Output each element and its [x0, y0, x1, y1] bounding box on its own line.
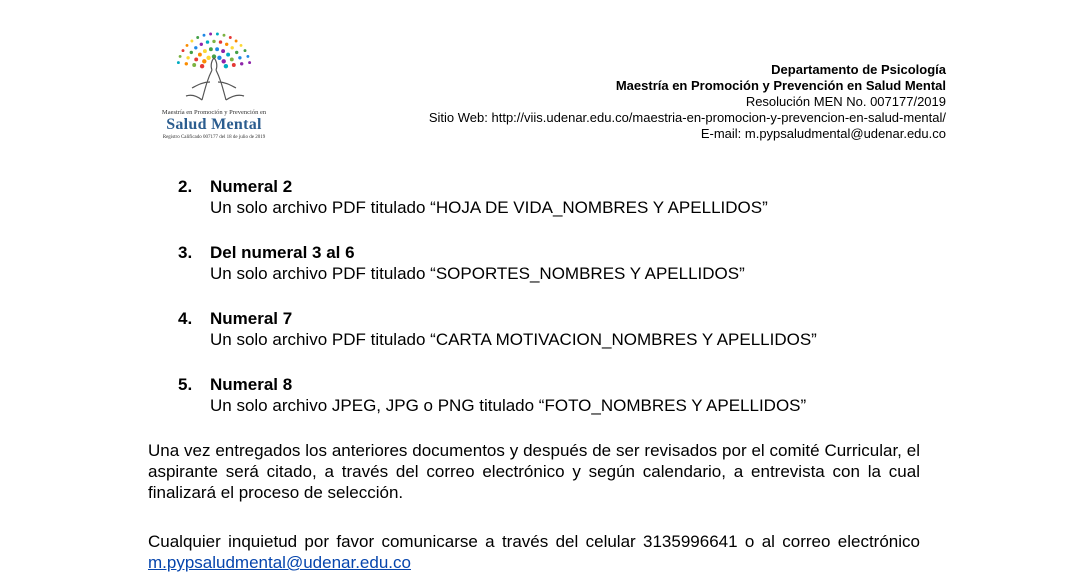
logo-dot	[216, 33, 219, 36]
email-text: E-mail: m.pypsaludmental@udenar.edu.co	[700, 126, 946, 141]
resolution-text: Resolución MEN No. 007177/2019	[745, 94, 946, 109]
selection-process-paragraph: Una vez entregados los anteriores documentos y después de ser revisados por el comité Curricular, el aspirante será citado, a través del correo electrónico y según calendario, a entrevista con la cual finalizará el proceso de selección.	[148, 441, 920, 502]
logo-dot	[202, 59, 206, 63]
logo-dot	[185, 62, 188, 65]
logo-dot	[203, 49, 207, 53]
logo-dot	[223, 34, 226, 37]
item-description: Un solo archivo JPEG, JPG o PNG titulado “FOTO_NOMBRES Y APELLIDOS”	[210, 396, 807, 415]
item-description: Un solo archivo PDF titulado “HOJA DE VIDA_NOMBRES Y APELLIDOS”	[210, 198, 768, 217]
logo-dot	[224, 64, 228, 68]
logo-dot	[206, 40, 209, 43]
logo-dot	[240, 44, 243, 47]
logo-dot	[235, 51, 238, 54]
logo-dot	[190, 51, 193, 54]
logo-dot	[240, 62, 243, 65]
logo-dot	[215, 47, 219, 51]
item-number: 5.	[178, 375, 193, 394]
logo-dot	[177, 61, 180, 64]
logo-dot	[229, 36, 232, 39]
logo-dot	[221, 49, 225, 53]
logo-dot	[238, 56, 241, 59]
logo-dot	[248, 61, 251, 64]
program-name: Maestría en Promoción y Prevención en Salud Mental	[615, 78, 946, 93]
logo-dot	[179, 55, 182, 58]
logo-dot	[230, 57, 234, 61]
logo-dot	[200, 64, 204, 68]
logo-dot	[194, 57, 198, 61]
contact-paragraph	[148, 531, 920, 573]
logo-dot	[194, 46, 197, 49]
department-name: Departamento de Psicología	[771, 62, 946, 77]
logo-dot	[231, 46, 234, 49]
tree-logo-icon	[172, 30, 256, 110]
contact-text: Cualquier inquietud por favor comunicarse a través del celular 3135996641 o al correo electrónico	[148, 532, 920, 551]
logo-dot	[206, 56, 210, 60]
logo-dot	[235, 40, 238, 43]
logo-dot	[182, 49, 185, 52]
logo-dot	[198, 53, 202, 57]
logo-registration: Registro Calificado 007177 del 18 de julio de 2019	[162, 135, 266, 140]
logo-title: Salud Mental	[166, 116, 262, 133]
logo-dot	[226, 53, 230, 57]
item-title: Numeral 7	[210, 309, 293, 328]
logo-dot	[209, 47, 213, 51]
website-text: Sitio Web: http://viis.udenar.edu.co/maestria-en-promocion-y-prevencion-en-salud-mental/	[428, 110, 946, 125]
item-title: Numeral 2	[210, 177, 293, 196]
logo-dot	[186, 44, 189, 47]
logo-dot	[186, 56, 189, 59]
logo-dot	[190, 40, 193, 43]
item-description: Un solo archivo PDF titulado “CARTA MOTIVACION_NOMBRES Y APELLIDOS”	[210, 330, 817, 349]
logo-dot	[225, 43, 228, 46]
logo-dot	[246, 55, 249, 58]
logo-dot	[244, 49, 247, 52]
email-link[interactable]: m.pypsaludmental@udenar.edu.co	[148, 553, 411, 572]
item-title: Numeral 8	[210, 375, 293, 394]
logo-subtitle: Maestría en Promoción y Prevención en	[161, 109, 267, 116]
logo-dot	[192, 63, 196, 67]
letterhead	[429, 62, 946, 142]
logo-dot	[203, 34, 206, 37]
item-description: Un solo archivo PDF titulado “SOPORTES_NOMBRES Y APELLIDOS”	[210, 264, 745, 283]
logo-dot	[232, 63, 236, 67]
logo-dot	[219, 40, 222, 43]
program-logo	[158, 30, 270, 145]
logo-dot	[212, 40, 215, 43]
logo-dot	[222, 59, 226, 63]
item-number: 3.	[178, 243, 193, 262]
logo-dot	[196, 36, 199, 39]
logo-dot	[200, 43, 203, 46]
item-number: 2.	[178, 177, 193, 196]
item-number: 4.	[178, 309, 193, 328]
logo-dot	[209, 33, 212, 36]
logo-dot	[217, 56, 221, 60]
item-title: Del numeral 3 al 6	[210, 243, 355, 262]
